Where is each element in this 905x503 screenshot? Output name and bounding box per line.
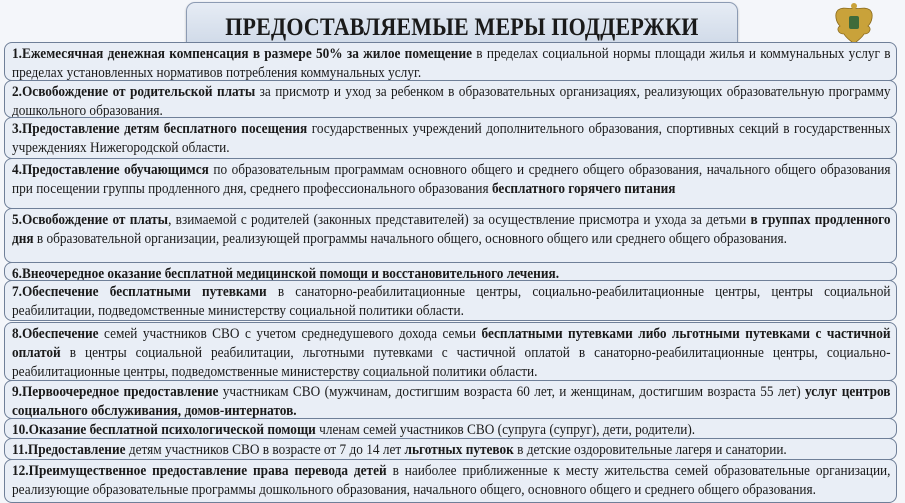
support-measure-item [4,280,897,321]
support-measure-text [12,44,891,81]
support-measure-item [4,208,897,263]
measure-detail-text: государственных учреждений дополнительного образования, спортивных секций в государственных учреждениях Нижегородской области. [12,120,891,156]
support-measure-text [12,282,891,320]
eagle-emblem-icon [830,2,878,46]
support-measure-item [4,42,897,81]
support-measure-item [4,418,897,439]
measure-highlight-text: 5.Освобождение от платы [12,211,169,228]
support-measure-item [4,459,897,503]
measure-detail-text: в пределах социальной нормы площади жилья и коммунальных услуг в пределах установленных нормативов потребления коммунальных услуг. [12,45,891,81]
support-measure-text [12,264,891,281]
measure-highlight-text: 3.Предоставление детям бесплатного посещения [12,120,308,137]
support-measure-text [12,420,891,439]
support-measure-text [12,160,891,198]
measure-highlight-text: услуг центров социального обслуживания, домов-интернатов. [12,383,891,419]
measure-highlight-text: в группах продленного дня [12,211,891,247]
measure-highlight-text: 9.Первоочередное предоставление [12,383,219,400]
support-measure-item [4,262,897,281]
measure-highlight-text: бесплатными путевками либо льготными путевками с частичной оплатой [12,325,891,361]
support-measure-item [4,80,897,118]
measure-detail-text: в центры социальной реабилитации, льготными путевками с частичной оплатой в санаторно-реабилитационные центры, социально-реабилитационные центры, подведомственные министерству социальной политики области. [12,344,891,380]
measure-detail-text: детям участников СВО в возрасте от 7 до 14 лет [125,441,405,458]
measure-detail-text: членам семей участников СВО (супруга (супруг), дети, родители). [315,421,696,438]
measure-detail-text: участникам СВО (мужчинам, достигшим возраста 60 лет, и женщинам, достигшим возраста 55 лет) [218,383,806,400]
support-measure-text [12,210,891,248]
support-measure-text [12,119,891,157]
measure-highlight-text: 2.Освобождение от родительской платы [12,83,256,100]
support-measure-text [12,324,891,381]
measure-highlight-text: льготных путевок [404,441,514,458]
measure-detail-text: в образовательной организации, реализующей программы начального общего, основного общего или среднего общего образования. [33,230,787,247]
measure-detail-text: в детские оздоровительные лагеря и санатории. [513,441,787,458]
measure-highlight-text: 8.Обеспечение [12,325,99,342]
measure-highlight-text: 7.Обеспечение бесплатными путевками [12,283,267,300]
measure-detail-text: семей участников СВО с учетом среднедушевого дохода семьи [98,325,482,342]
measure-detail-text: в санаторно-реабилитационные центры, социально-реабилитационные центры, центры социальной реабилитации, подведомственные министерству социальной политики области. [12,283,891,319]
support-measure-item [4,322,897,381]
measure-highlight-text: 1.Ежемесячная денежная компенсация в размере 50% за жилое помещение [12,45,473,62]
page-title: ПРЕДОСТАВЛЯЕМЫЕ МЕРЫ ПОДДЕРЖКИ [225,13,699,41]
measure-detail-text: в наиболее приближенные к месту жительства семей образовательные организации, реализующие образовательные программы дошкольного образования, начального общего, основного общего и среднего общего образования. [12,462,891,498]
measure-highlight-text: 11.Предоставление [12,441,126,458]
measure-detail-text: по образовательным программам основного общего и среднего общего образования, начального общего образования при посещении группы продленного дня, среднего профессионального образования [12,161,891,197]
support-measure-text [12,440,891,459]
measure-detail-text: , взимаемой с родителей (законных представителей) за осуществление присмотра и ухода за детьми [168,211,751,228]
measure-highlight-text: 12.Преимущественное предоставление права перевода детей [12,462,387,479]
measure-highlight-text: 10.Оказание бесплатной психологической помощи [12,421,316,438]
support-measure-text [12,382,891,419]
support-measure-text [12,82,891,118]
support-measure-item [4,117,897,159]
measure-highlight-text: бесплатного горячего питания [491,180,676,197]
support-measure-item [4,438,897,460]
measure-highlight-text: 4.Предоставление обучающимся [12,161,209,178]
measure-detail-text: за присмотр и уход за ребенком в образовательных организациях, реализующих образовательную программу дошкольного образования. [12,83,891,118]
support-measure-item [4,158,897,209]
measure-highlight-text: 6.Внеочередное оказание бесплатной медицинской помощи и восстановительного лечения. [12,265,560,281]
support-measure-text [12,461,891,499]
support-measure-item [4,380,897,419]
